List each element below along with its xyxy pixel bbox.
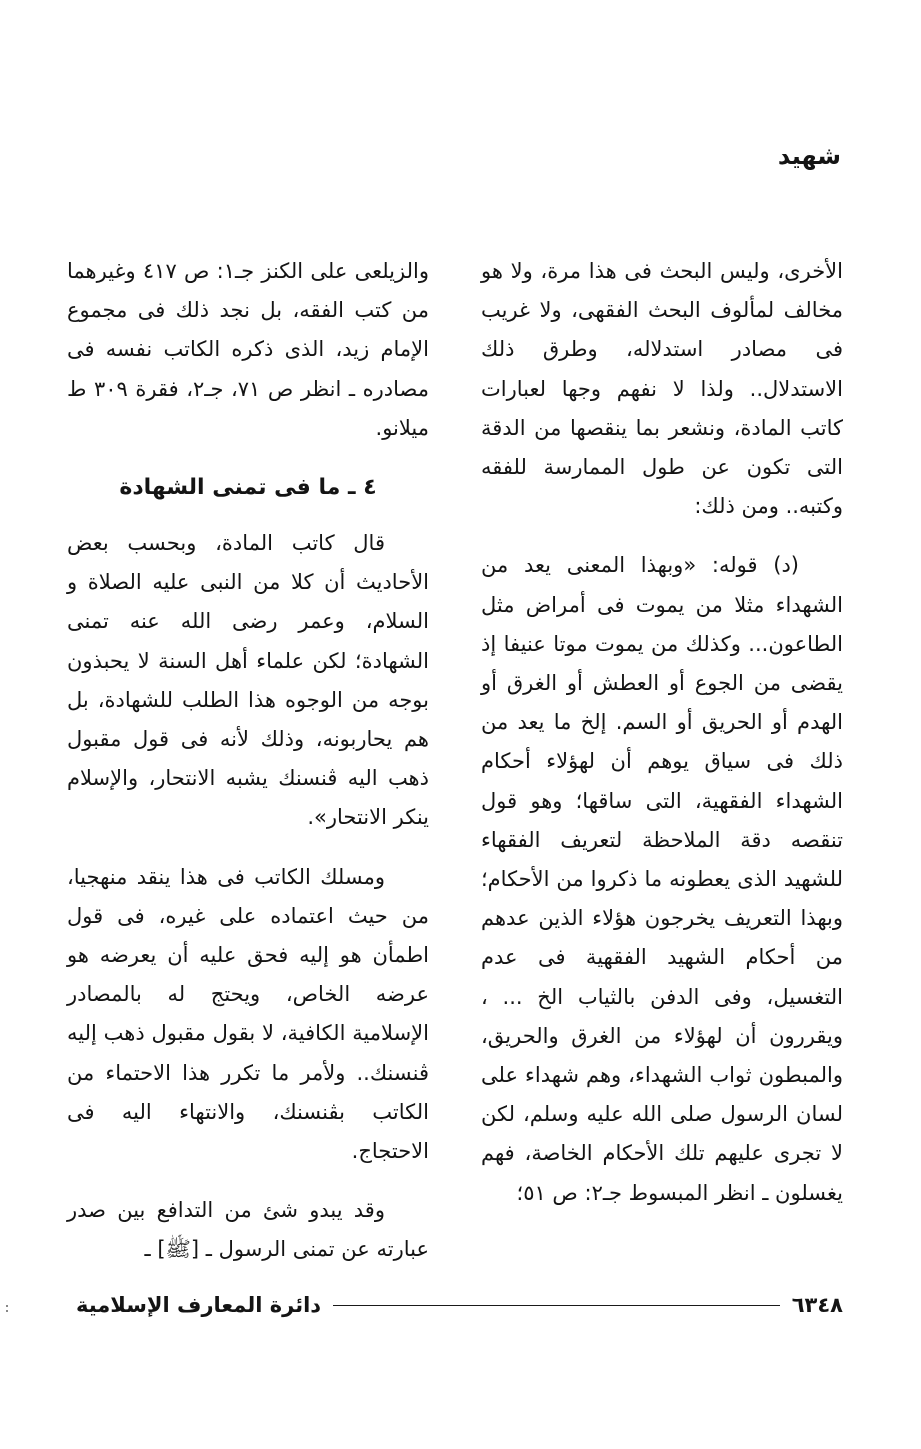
paragraph: وقد يبدو شئ من التدافع بين صدر عبارته عن تمنى الرسول ـ [ﷺ] ـ — [67, 1198, 429, 1262]
paragraph: والزيلعى على الكنز جـ١: ص ٤١٧ وغيرهما من كتب الفقه، بل نجد ذلك فى مجموع الإمام زيد، الذى ذكره الكاتب نفسه فى مصادره ـ انظر ص ٧١، جـ٢، فقرة ٣٠٩ ط ميلانو. — [67, 259, 429, 440]
paragraph: الأخرى، وليس البحث فى هذا مرة، ولا هو مخالف لمألوف البحث الفقهى، ولا غريب فى مصادر استدلاله، وطرق ذلك الاستدلال.. ولذا لا نفهم وجها لعبارات كاتب المادة، ونشعر بما ينقصها من الدقة التى تكون عن طول الممارسة للفقه وكتبه.. ومن ذلك: — [481, 259, 843, 519]
running-head: شهيد — [777, 142, 841, 170]
page-footer — [76, 1290, 843, 1320]
right-column — [481, 252, 843, 1233]
journal-title: دائرة المعارف الإسلامية — [76, 1293, 322, 1317]
footer-rule — [333, 1305, 780, 1306]
paragraph: (د) قوله: «وبهذا المعنى يعد من الشهداء مثلا من يموت فى أمراض مثل الطاعون... وكذلك من يموت موتا عنيفا إذ يقضى من الجوع أو العطش أو الغرق أو الهدم أو الحريق أو السم. إلخ ما يعد من ذلك فى سياق يوهم أن لهؤلاء أحكام الشهداء الفقهية، التى ساقها؛ وهو قول تنقصه دقة الملاحظة لتعريف الفقهاء للشهيد الذى يعطونه ما ذكروا من الأحكام؛ وبهذا التعريف يخرجون هؤلاء الذين عدهم من أحكام الشهيد الفقهية فى عدم التغسيل، وفى الدفن بالثياب الخ ... ، ويقررون أن لهؤلاء من الغرق والحريق، والمبطون ثواب الشهداء، وهم شهداء على لسان الرسول صلى الله عليه وسلم، لكن لا تجرى عليهم تلك الأحكام الخاصة، فهم يغسلون ـ انظر المبسوط جـ٢: ص ٥١؛ — [481, 553, 843, 1205]
paragraph: قال كاتب المادة، وبحسب بعض الأحاديث أن كلا من النبى عليه الصلاة و السلام، وعمر رضى الله عنه تمنى الشهادة؛ لكن علماء أهل السنة لا يحبذون بوجه من الوجوه هذا الطلب للشهادة، بل هم يحاربونه، وذلك لأنه فى قول مقبول ذهب اليه ڤنسنك يشبه الانتحار، والإسلام ينكر الانتحار». — [67, 531, 429, 830]
paragraph: ومسلك الكاتب فى هذا ينقد منهجيا، من حيث اعتماده على غيره، فى قول اطمأن هو إليه فحق عليه أن يعرضه هو عرضه الخاص، ويحتج له بالمصادر الإسلامية الكافية، لا بقول مقبول ذهب إليه ڤنسنك.. ولأمر ما تكرر هذا الاحتماء من الكاتب بڤنسنك، والانتهاء اليه فى الاحتجاج. — [67, 864, 429, 1164]
scan-speck — [6, 1305, 9, 1317]
page-number: ٦٣٤٨ — [791, 1293, 843, 1317]
section-heading: ٤ ـ ما فى تمنى الشهادة — [119, 475, 377, 501]
left-column — [67, 252, 429, 1290]
